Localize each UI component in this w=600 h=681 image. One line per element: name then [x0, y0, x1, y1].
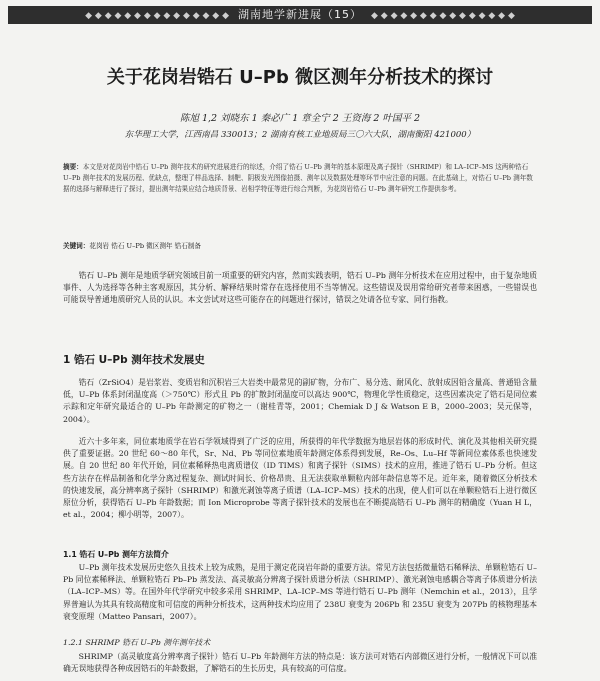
keywords-text: 花岗岩 锆石 U–Pb 微区测年 锆石制备	[89, 242, 201, 250]
abstract-text: 本文是对花岗岩中锆石 U–Pb 测年技术的研究进展进行的综述，介绍了锆石 U–Pb 测年的基本原理及离子探针（SHRIMP）和 LA–ICP–MS 这两种锆石 U–Pb 测年技术的发展历程、优缺点，整理了样品选择、制靶、阴极发光图像拍摄、测年以及数据处理等环节中应注意的问题。在此基础上，对锆石 U–Pb 测年数据的选择与解释进行了探讨，提出测年结果应结合地质背景、岩相学特征等进行综合判断，为花岗岩锆石 U–Pb 测年研究工作提供参考。	[63, 163, 533, 193]
intro-paragraph-block	[63, 270, 537, 307]
subsection-1-2-1-heading: 1.2.1 SHRIMP 锆石 U–Pb 测年测年技术	[63, 638, 211, 647]
section-1-para-1-block	[63, 377, 537, 426]
header-decoration-right: ◆ ◆ ◆ ◆ ◆ ◆ ◆ ◆ ◆ ◆ ◆ ◆ ◆ ◆ ◆	[371, 11, 515, 21]
section-1-heading: 1 锆石 U–Pb 测年技术发展史	[63, 354, 205, 366]
abstract-label: 摘要：	[63, 163, 83, 171]
keywords-label: 关键词：	[63, 242, 90, 250]
running-header	[8, 6, 592, 24]
author-list: 陈旭 1,2 刘晓东 1 秦必广 1 章全宁 2 王资海 2 叶国平 2	[179, 113, 421, 124]
header-decoration-left: ◆ ◆ ◆ ◆ ◆ ◆ ◆ ◆ ◆ ◆ ◆ ◆ ◆ ◆ ◆	[85, 11, 229, 21]
intro-paragraph: 锆石 U–Pb 测年是地质学研究领域目前一项重要的研究内容，然而实践表明，锆石 U–Pb 测年分析技术在应用过程中，由于复杂地质事件、人为选择等各种主客观原因，其分析、解释结果时常存在选择使用不当等情况。这些错误及误用常给研究者带来困惑，一些错误也可能误导普通地质研究人员的认识。本文尝试对这些可能存在的问题进行探讨，错误之处请各位专家、同行指教。	[63, 271, 537, 305]
section-1-paragraph-2: 近六十多年来，同位素地质学在岩石学领域得到了广泛的应用，所获得的年代学数据为地层岩体的形成时代、演化及其他相关研究提供了重要证据。20 世纪 60～80 年代，Sr、Nd、Pb 等同位素地质年龄测定体系得到发展，Re–Os、Lu–Hf 等新同位素体系也快速发展。自 20 世纪 80 年代开始，同位素稀释热电离质谱仪（ID TIMS）和离子探针（SIMS）技术的应用，推进了锆石 U–Pb 分析。但这些方法存在样品制备和化学分离过程复杂、测试时间长、价格昂贵、且无法获取单颗粒内部年龄信息等不足。近年来，随着微区分析技术的快速发展，高分辨率离子探针（SHRIMP）和激光剥蚀等离子质谱（LA–ICP–MS）技术的出现，使人们可以在单颗粒锆石上进行微区原位分析，获得锆石 U–Pb 年龄数据；而 Ion Microprobe 等离子探针技术的发展也在不断提高锆石 U–Pb 测年的精确度（Yuan H L，et al.，2004；柳小明等，2007）。	[63, 437, 537, 520]
section-1-para-2-block	[63, 436, 537, 521]
subsection-1-2-1-paragraph: SHRIMP（高灵敏度高分辨率离子探针）锆石 U–Pb 年龄测年方法的特点是：该方法可对锆石内部微区进行分析，一般情况下可以准确无误地获得各种成因锆石的年龄数据，了解锆石的生长历史，具有较高的可信度。	[63, 652, 537, 674]
author-affiliation: 东华理工大学，江西南昌 330013；2 湖南有核工业地质局三〇六大队，湖南衡阳 421000）	[124, 130, 476, 140]
abstract	[63, 162, 537, 195]
subsection-1-1-heading: 1.1 锆石 U–Pb 测年方法简介	[63, 550, 169, 559]
subsection-1-1-paragraph: U–Pb 测年技术发展历史悠久且技术上较为成熟，是用于测定花岗岩年龄的重要方法。常见方法包括微量锆石稀释法、单颗粒锆石 U–Pb 同位素稀释法、单颗粒锆石 Pb–Pb 蒸发法、高灵敏高分辨离子探针质谱分析法（SHRIMP）、激光剥蚀电感耦合等离子体质谱分析法（LA–ICP–MS）等。在国外年代学研究中较多采用 SHRIMP、LA–ICP–MS 等进行锆石 U–Pb 测年（Nemchin et al.，2013），且学界普遍认为其具有较高精度和可信度的两种分析技术，这两种技术均应用了 238U 衰变为 206Pb 和 235U 衰变为 207Pb 的核物理基本衰变原理（Matteo Pansari，2007）。	[63, 563, 537, 621]
subsection-1-2-1-block	[63, 651, 537, 675]
keywords	[63, 241, 537, 251]
subsection-1-1-block	[63, 562, 537, 623]
running-title: 湖南地学新进展（15）	[238, 8, 362, 21]
article-title: 关于花岗岩锆石 U–Pb 微区测年分析技术的探讨	[106, 67, 494, 88]
section-1-paragraph-1: 锆石（ZrSiO4）是岩浆岩、变质岩和沉积岩三大岩类中最常见的副矿物，分布广、易分选、耐风化、放射成因铅含量高、普通铅含量低，U–Pb 体系封闭温度高（＞750℃）形式且 Pb 的扩散封闭温度可以高达 900℃，物理化学性质稳定，这些因素决定了锆石是同位素示踪和定年研究最适合的 U–Pb 年龄测定的矿物之一（谢桂青等，2001；Chemiak D J & Watson E B，2000–2003；吴元保等，2004）。	[63, 378, 537, 424]
